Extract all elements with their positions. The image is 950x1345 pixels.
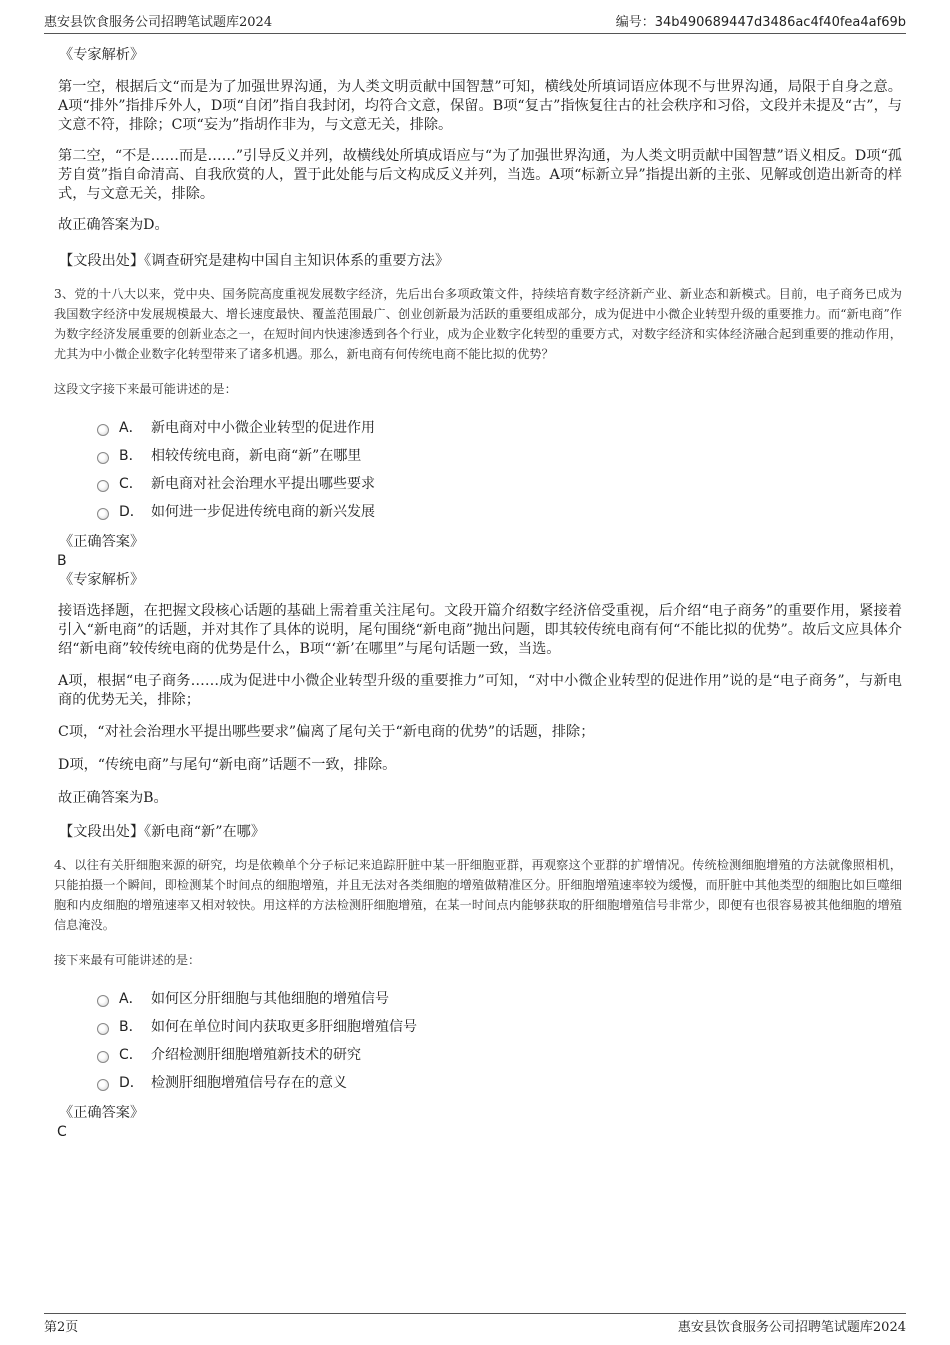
radio-icon[interactable] — [97, 480, 109, 492]
options-list — [97, 413, 902, 525]
analysis-paragraph: C项，“对社会治理水平提出哪些要求”偏离了尾句关于“新电商的优势”的话题，排除； — [58, 724, 595, 740]
radio-icon[interactable] — [97, 1051, 109, 1063]
analysis-paragraph: 第一空，根据后文“而是为了加强世界沟通，为人类文明贡献中国智慧”可知，横线处所填词语应体现不与世界沟通，局限于自身之意。A项“排外”指排斥外人，D项“自闭”指自我封闭，均符合文意，保留。B项“复古”指恢复往古的社会秩序和习俗，文段并未提及“古”，与文意不符，排除；C项“妄为”指胡作非为，与文意无关，排除。 — [58, 79, 902, 133]
analysis-paragraph: 接语选择题，在把握文段核心话题的基础上需着重关注尾句。文段开篇介绍数字经济倍受重视，后介绍“电子商务”的重要作用，紧接着引入“新电商”的话题，并对其作了具体的说明，尾句围绕“新电商”抛出问题，即其较传统电商有何“不能比拟的优势”。故后文应具体介绍“新电商”较传统电商的优势是什么，B项“‘新’在哪里”与尾句话题一致，当选。 — [58, 603, 902, 657]
source-citation: 【文段出处】《调查研究是建构中国自主知识体系的重要方法》 — [59, 253, 450, 269]
radio-icon[interactable] — [97, 1079, 109, 1091]
correct-answer-label: 《正确答案》 — [59, 534, 145, 550]
page-number: 第2页 — [44, 1320, 79, 1335]
page-content — [54, 46, 902, 1141]
correct-answer: C — [57, 1124, 67, 1140]
analysis-paragraph: A项，根据“电子商务……成为促进中小微企业转型升级的重要推力”可知，“对中小微企业转型的促进作用”说的是“电子商务”，与新电商的优势无关，排除； — [58, 673, 902, 708]
document-id: 编号：34b490689447d3486ac4f40fea4af69b — [615, 15, 906, 30]
question-text: 3、党的十八大以来，党中央、国务院高度重视发展数字经济，先后出台多项政策文件，持续培育数字经济新产业、新业态和新模式。目前，电子商务已成为我国数字经济中发展规模最大、增长速度最快、覆盖范围最广、创业创新最为活跃的重要组成部分，成为促进中小微企业转型升级的重要推力。而“新电商”作为数字经济发展重要的创新业态之一，在短时间内快速渗透到各个行业，成为企业数字化转型的重要方式，对数字经济和实体经济融合起到重要的推动作用，尤其为中小微企业数字化转型带来了诸多机遇。那么，新电商有何传统电商不能比拟的优势？ — [54, 287, 902, 361]
question-text: 4、以往有关肝细胞来源的研究，均是依赖单个分子标记来追踪肝脏中某一肝细胞亚群，再观察这个亚群的扩增情况。传统检测细胞增殖的方法就像照相机，只能拍摄一个瞬间，即检测某个时间点的细胞增殖，并且无法对各类细胞的增殖做精准区分。肝细胞增殖速率较为缓慢，而肝脏中其他类型的细胞比如巨噬细胞和内皮细胞的增殖速率又相对较快。用这样的方法检测肝细胞增殖，在某一时间点内能够获取的肝细胞增殖信号非常少，即便有也很容易被其他细胞的增殖信息淹没。 — [54, 858, 902, 932]
header-title: 惠安县饮食服务公司招聘笔试题库2024 — [44, 15, 273, 30]
question-lead: 这段文字接下来最可能讲述的是： — [54, 382, 237, 396]
option-d[interactable]: D． 检测肝细胞增殖信号存在的意义 — [97, 1068, 902, 1096]
option-d[interactable]: D． 如何进一步促进传统电商的新兴发展 — [97, 497, 902, 525]
correct-answer: B — [57, 553, 67, 569]
option-c[interactable]: C． 新电商对社会治理水平提出哪些要求 — [97, 469, 902, 497]
analysis-paragraph: 第二空，“不是……而是……”引导反义并列，故横线处所填成语应与“为了加强世界沟通，为人类文明贡献中国智慧”语义相反。D项“孤芳自赏”指自命清高、自我欣赏的人，置于此处能与后文构成反义并列，当选。A项“标新立异”指提出新的主张、见解或创造出新奇的样式，与文意无关，排除。 — [58, 148, 902, 202]
radio-icon[interactable] — [97, 452, 109, 464]
option-a[interactable]: A． 如何区分肝细胞与其他细胞的增殖信号 — [97, 984, 902, 1012]
option-c[interactable]: C． 介绍检测肝细胞增殖新技术的研究 — [97, 1040, 902, 1068]
page-header — [44, 12, 906, 34]
expert-analysis-label: 《专家解析》 — [59, 47, 145, 63]
expert-analysis-label: 《专家解析》 — [59, 572, 145, 588]
options-list — [97, 984, 902, 1096]
option-b[interactable]: B． 如何在单位时间内获取更多肝细胞增殖信号 — [97, 1012, 902, 1040]
analysis-paragraph: D项，“传统电商”与尾句“新电商”话题不一致，排除。 — [58, 757, 397, 773]
radio-icon[interactable] — [97, 424, 109, 436]
option-b[interactable]: B． 相较传统电商，新电商“新”在哪里 — [97, 441, 902, 469]
conclusion: 故正确答案为D。 — [58, 217, 169, 233]
question-lead: 接下来最有可能讲述的是： — [54, 953, 201, 967]
conclusion: 故正确答案为B。 — [58, 790, 168, 806]
page-footer — [44, 1313, 906, 1335]
radio-icon[interactable] — [97, 508, 109, 520]
correct-answer-label: 《正确答案》 — [59, 1105, 145, 1121]
source-citation: 【文段出处】《新电商“新”在哪》 — [59, 824, 266, 840]
option-a[interactable]: A． 新电商对中小微企业转型的促进作用 — [97, 413, 902, 441]
footer-title: 惠安县饮食服务公司招聘笔试题库2024 — [677, 1320, 906, 1335]
radio-icon[interactable] — [97, 1023, 109, 1035]
radio-icon[interactable] — [97, 995, 109, 1007]
